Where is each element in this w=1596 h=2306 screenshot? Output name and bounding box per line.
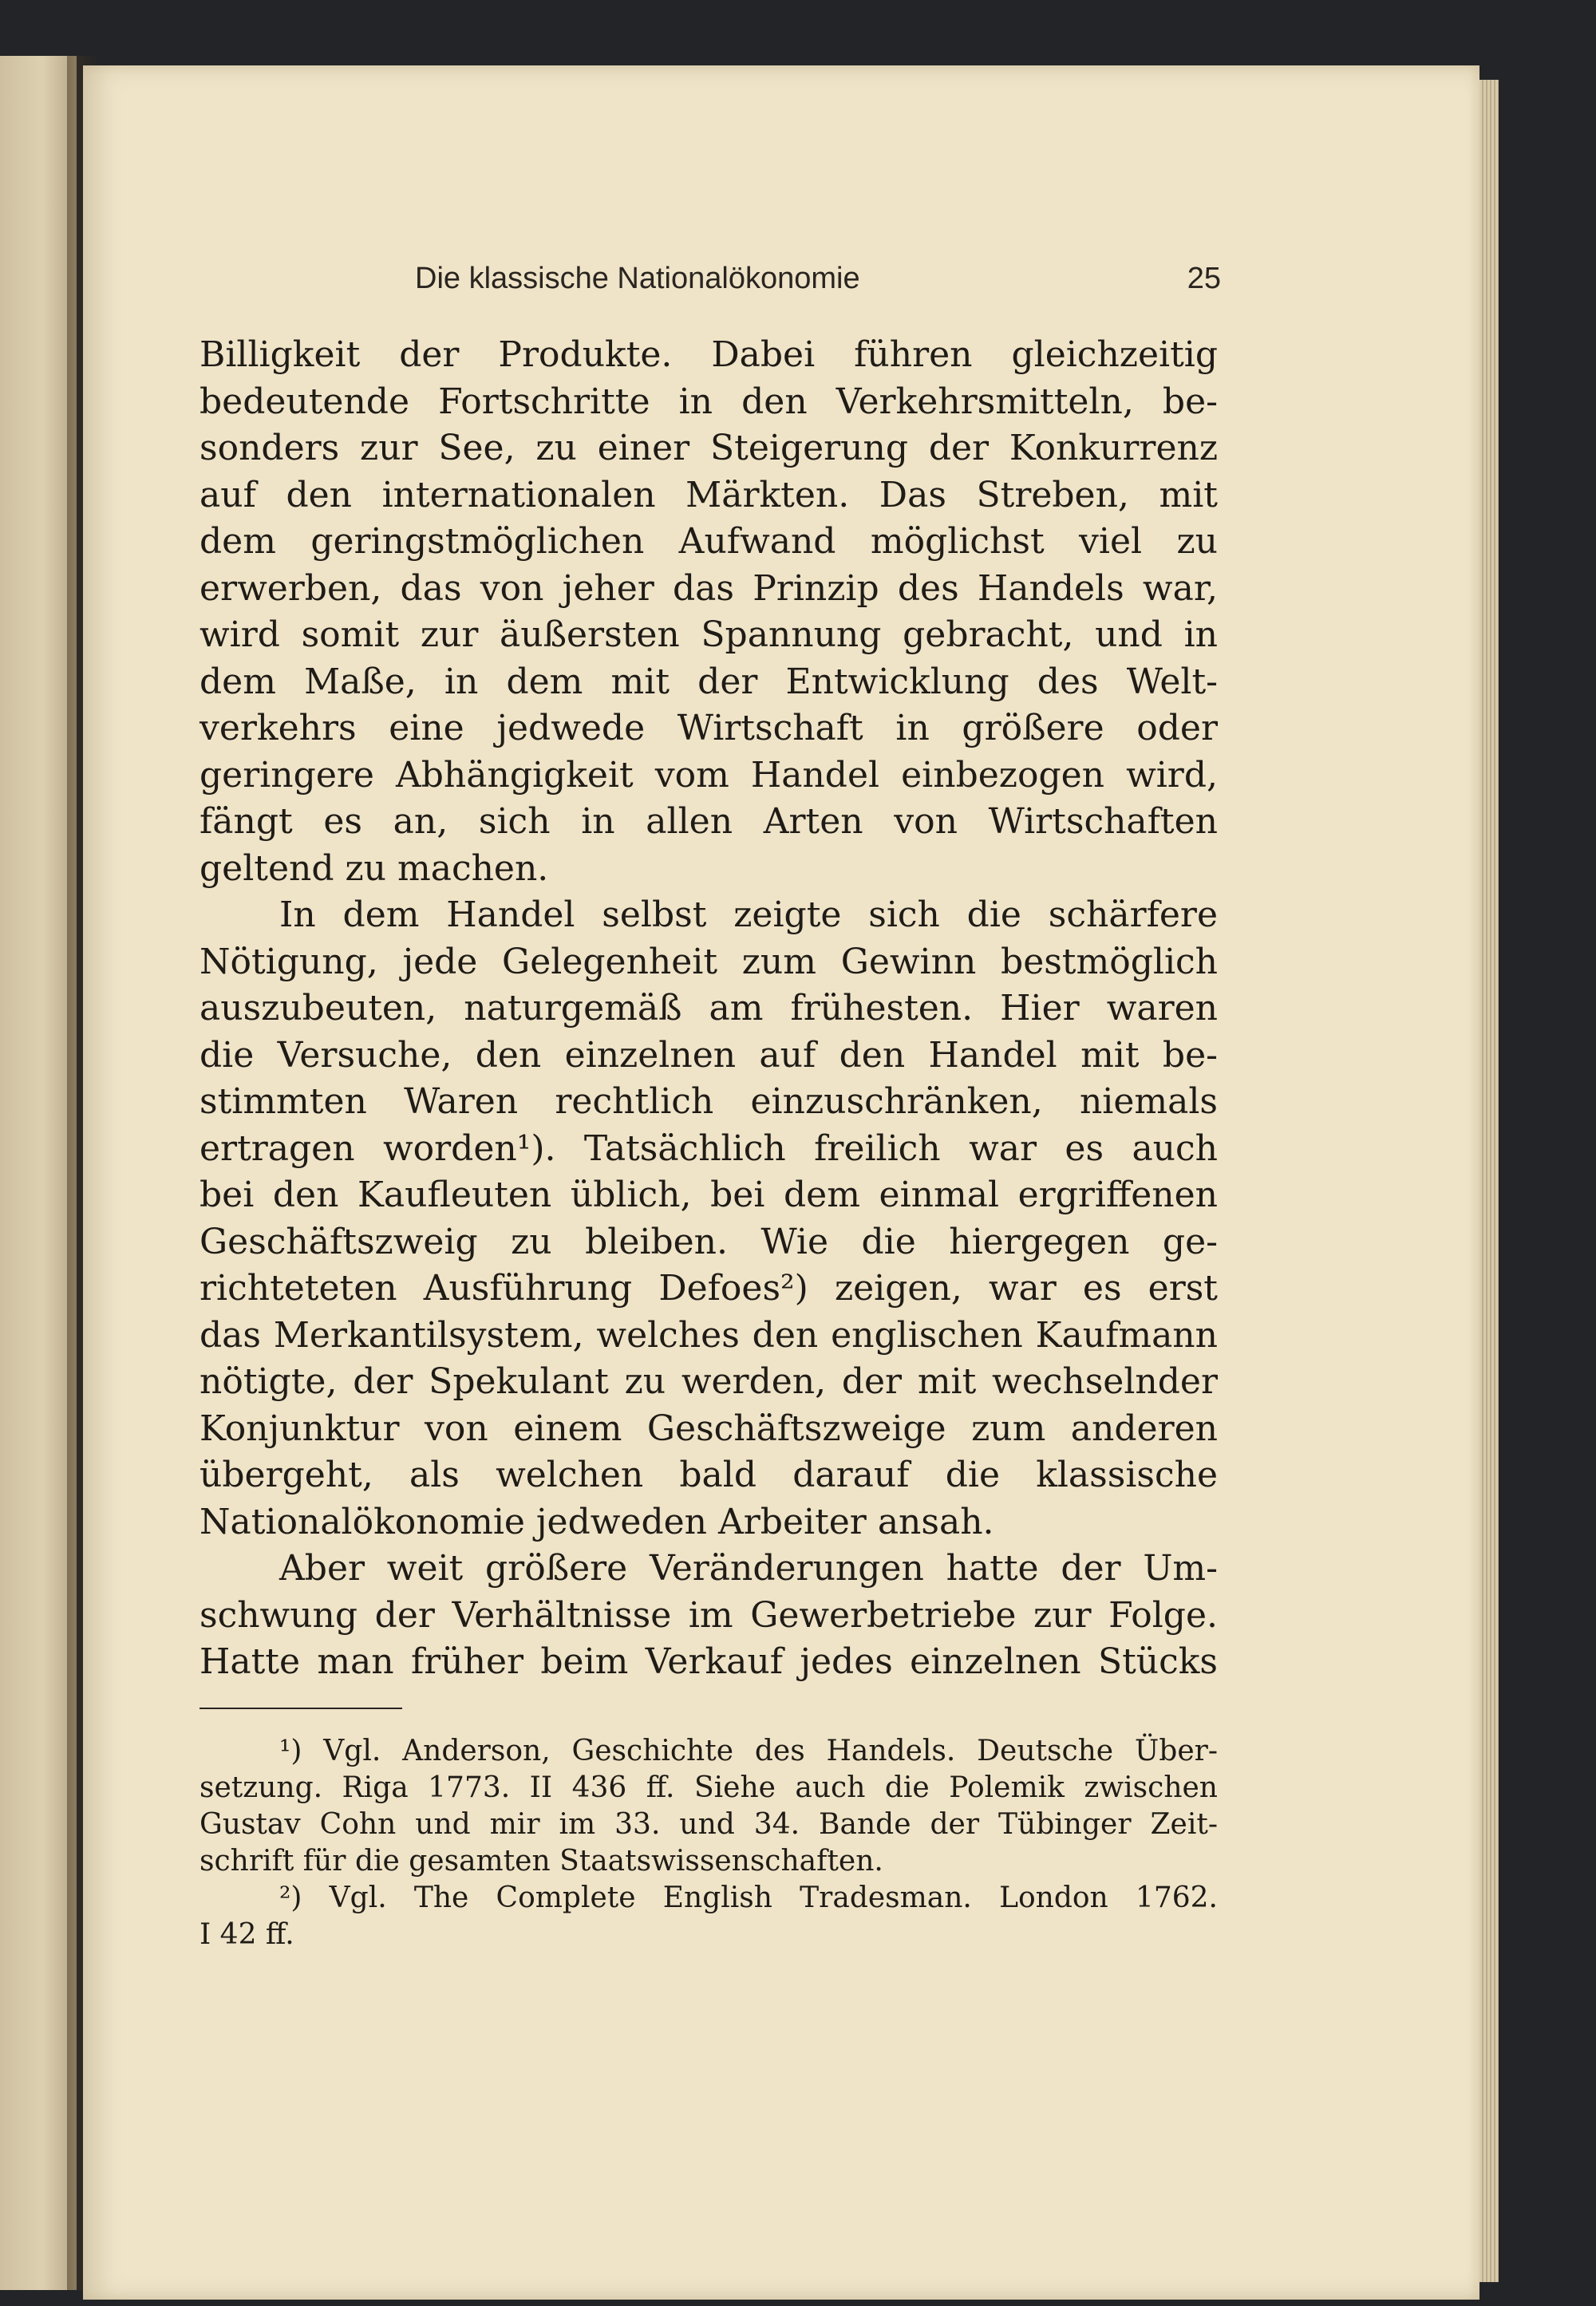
text-line: dem Maße, in dem mit der Entwicklung des Welt- (200, 661, 1218, 702)
text-line: bei den Kaufleuten üblich, bei dem einmal ergriffenen (200, 1175, 1218, 1215)
text-line: Konjunktur von einem Geschäftszweige zum anderen (200, 1408, 1218, 1449)
footnotes (200, 1733, 1218, 1953)
text-line: ertragen worden¹). Tatsächlich freilich war es auch (200, 1127, 1218, 1169)
footnote-line: setzung. Riga 1773. II 436 ff. Siehe auch die Polemik zwischen (200, 1771, 1218, 1804)
paragraph-start-line: In dem Handel selbst zeigte sich die schärfere (279, 894, 1218, 935)
text-line: Hatte man früher beim Verkauf jedes einzelnen Stücks (200, 1641, 1218, 1682)
footnote-line: I 42 ff. (200, 1918, 294, 1951)
running-head-title: Die klassische Nationalökonomie (415, 262, 860, 295)
text-line: übergeht, als welchen bald darauf die klassische (200, 1455, 1218, 1495)
footnote-line: ¹) Vgl. Anderson, Geschichte des Handels. Deutsche Über- (279, 1735, 1218, 1767)
text-line: bedeutende Fortschritte in den Verkehrsmitteln, be- (200, 381, 1218, 422)
text-line: Nationalökonomie jedweden Arbeiter ansah. (200, 1501, 994, 1542)
text-line: Nötigung, jede Gelegenheit zum Gewinn bestmöglich (200, 941, 1218, 982)
body-text (200, 332, 1218, 1686)
text-line: auf den internationalen Märkten. Das Streben, mit (200, 474, 1218, 515)
left-page-edge (0, 56, 77, 2290)
text-line: dem geringstmöglichen Aufwand möglichst viel zu (200, 521, 1218, 562)
running-head (415, 262, 1221, 310)
paragraph-start-line: Aber weit größere Veränderungen hatte der Um- (279, 1548, 1218, 1589)
page-number: 25 (1187, 262, 1221, 295)
text-line: sonders zur See, zu einer Steigerung der Konkurrenz (200, 428, 1218, 468)
footnote-divider (200, 1708, 402, 1709)
text-line: geringere Abhängigkeit vom Handel einbezogen wird, (200, 754, 1218, 796)
text-line: Billigkeit der Produkte. Dabei führen gleichzeitig (200, 334, 1218, 375)
text-line: Geschäftszweig zu bleiben. Wie die hiergegen ge- (200, 1221, 1218, 1262)
text-line: fängt es an, sich in allen Arten von Wirtschaften (200, 801, 1218, 842)
text-line: die Versuche, den einzelnen auf den Handel mit be- (200, 1034, 1218, 1076)
text-line: schwung der Verhältnisse im Gewerbetriebe zur Folge. (200, 1594, 1218, 1636)
text-line: nötigte, der Spekulant zu werden, der mit wechselnder (200, 1361, 1218, 1402)
text-line: das Merkantilsystem, welches den englischen Kaufmann (200, 1314, 1218, 1356)
footnote-line: ²) Vgl. The Complete English Tradesman. London 1762. (279, 1882, 1218, 1914)
page-stack-edge (1479, 80, 1499, 2282)
text-line: auszubeuten, naturgemäß am frühesten. Hier waren (200, 988, 1218, 1029)
text-line: geltend zu machen. (200, 847, 549, 889)
text-line: wird somit zur äußersten Spannung gebracht, und in (200, 614, 1218, 655)
footnote-line: Gustav Cohn und mir im 33. und 34. Bande der Tübinger Zeit- (200, 1808, 1218, 1841)
footnote-line: schrift für die gesamten Staatswissenschaften. (200, 1845, 883, 1878)
text-line: erwerben, das von jeher das Prinzip des Handels war, (200, 567, 1218, 609)
text-line: stimmten Waren rechtlich einzuschränken, niemals (200, 1081, 1218, 1122)
text-line: richteteten Ausführung Defoes²) zeigen, war es erst (200, 1268, 1218, 1309)
text-line: verkehrs eine jedwede Wirtschaft in größere oder (200, 708, 1218, 748)
